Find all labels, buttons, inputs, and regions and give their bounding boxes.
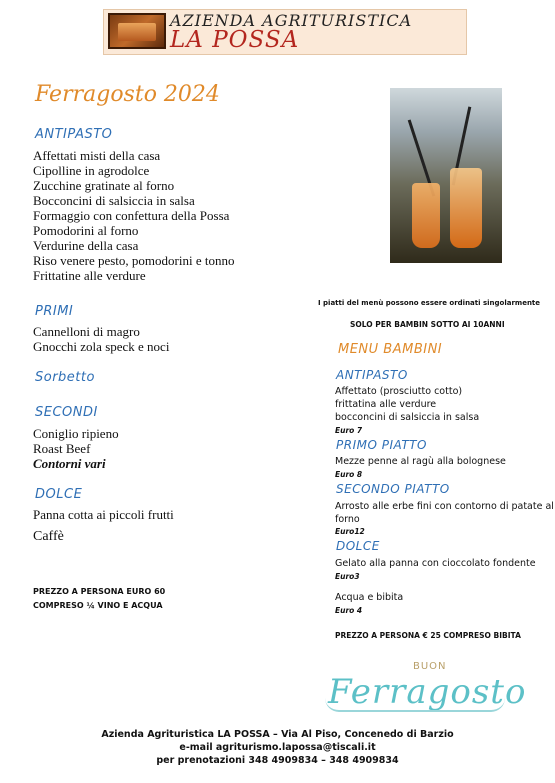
list-item: forno xyxy=(335,514,360,525)
list-item: Riso venere pesto, pomodorini e tonno xyxy=(33,253,235,268)
kids-menu-title: MENU BAMBINI xyxy=(338,342,443,357)
order-note: I piatti del menù possono essere ordinati singolarmente xyxy=(318,299,541,307)
footer-contacts xyxy=(0,728,555,767)
glass-graphic xyxy=(450,168,482,248)
spritz-glasses-photo xyxy=(390,88,502,263)
kids-heading-antipasto: ANTIPASTO xyxy=(336,368,408,382)
page-title: Ferragosto 2024 xyxy=(35,82,220,107)
primi-list xyxy=(33,324,169,354)
price-label: Euro 8 xyxy=(335,470,363,479)
price-label: Euro12 xyxy=(335,527,365,536)
price-label: Euro 4 xyxy=(335,606,363,615)
glass-graphic xyxy=(412,183,440,248)
price-label: Euro 7 xyxy=(335,426,363,435)
caffe-item: Caffè xyxy=(33,529,64,544)
banner-subtitle: AZIENDA AGRITURISTICA xyxy=(170,11,413,30)
kids-price-note: PREZZO A PERSONA € 25 COMPRESO BIBITA xyxy=(335,631,521,640)
list-item: Gelato alla panna con cioccolato fondente xyxy=(335,558,536,569)
list-item: frittatina alle verdure xyxy=(335,399,437,410)
header-banner xyxy=(103,9,467,55)
secondi-list xyxy=(33,426,119,471)
list-item-contorni: Contorni vari xyxy=(33,456,106,471)
wish-small-text: BUON xyxy=(413,661,447,672)
list-item: Acqua e bibita xyxy=(335,592,404,603)
list-item: Roast Beef xyxy=(33,441,91,456)
list-item: Coniglio ripieno xyxy=(33,426,119,441)
list-item: Verdurine della casa xyxy=(33,238,139,253)
list-item: Affettato (prosciutto cotto) xyxy=(335,386,463,397)
kids-secondo-list xyxy=(335,500,554,526)
list-item: Mezze penne al ragù alla bolognese xyxy=(335,456,506,467)
kids-heading-primo: PRIMO PIATTO xyxy=(336,438,427,452)
list-item: Cipolline in agrodolce xyxy=(33,163,150,178)
list-item: Gnocchi zola speck e noci xyxy=(33,339,170,354)
list-item: bocconcini di salsiccia in salsa xyxy=(335,412,480,423)
list-item: Frittatine alle verdure xyxy=(33,268,146,283)
kids-heading-dolce: DOLCE xyxy=(336,539,380,553)
section-heading-dolce: DOLCE xyxy=(35,487,83,502)
age-note: SOLO PER BAMBIN SOTTO AI 10ANNI xyxy=(350,320,505,329)
section-heading-primi: PRIMI xyxy=(35,304,74,319)
buon-ferragosto-graphic xyxy=(325,658,527,716)
list-item: Panna cotta ai piccoli frutti xyxy=(33,507,174,522)
section-heading-antipasto: ANTIPASTO xyxy=(35,127,113,142)
list-item: Formaggio con confettura della Possa xyxy=(33,208,230,223)
section-heading-secondi: SECONDI xyxy=(35,405,98,420)
price-note: PREZZO A PERSONA EURO 60 xyxy=(33,587,166,596)
antipasto-list xyxy=(33,148,234,283)
footer-address: Azienda Agrituristica LA POSSA – Via Al Piso, Concenedo di Barzio xyxy=(101,729,454,740)
section-heading-sorbetto: Sorbetto xyxy=(35,370,95,385)
wish-big-text: Ferragosto xyxy=(328,672,527,712)
list-item: Bocconcini di salsiccia in salsa xyxy=(33,193,195,208)
list-item: Cannelloni di magro xyxy=(33,324,140,339)
price-note: COMPRESO ¼ VINO E ACQUA xyxy=(33,601,163,610)
list-item: Pomodorini al forno xyxy=(33,223,139,238)
banner-title: LA POSSA xyxy=(170,27,300,53)
farm-logo-image xyxy=(108,13,166,49)
footer-phone: per prenotazioni 348 4909834 – 348 4909834 xyxy=(156,755,399,766)
list-item: Arrosto alle erbe fini con contorno di patate al xyxy=(335,501,554,512)
kids-heading-secondo: SECONDO PIATTO xyxy=(336,482,450,496)
price-label: Euro3 xyxy=(335,572,360,581)
list-item: Affettati misti della casa xyxy=(33,148,161,163)
kids-antipasto-list xyxy=(335,385,479,424)
footer-email: e-mail agriturismo.lapossa@tiscali.it xyxy=(179,742,376,753)
swoosh-decoration xyxy=(325,698,505,712)
list-item: Zucchine gratinate al forno xyxy=(33,178,175,193)
